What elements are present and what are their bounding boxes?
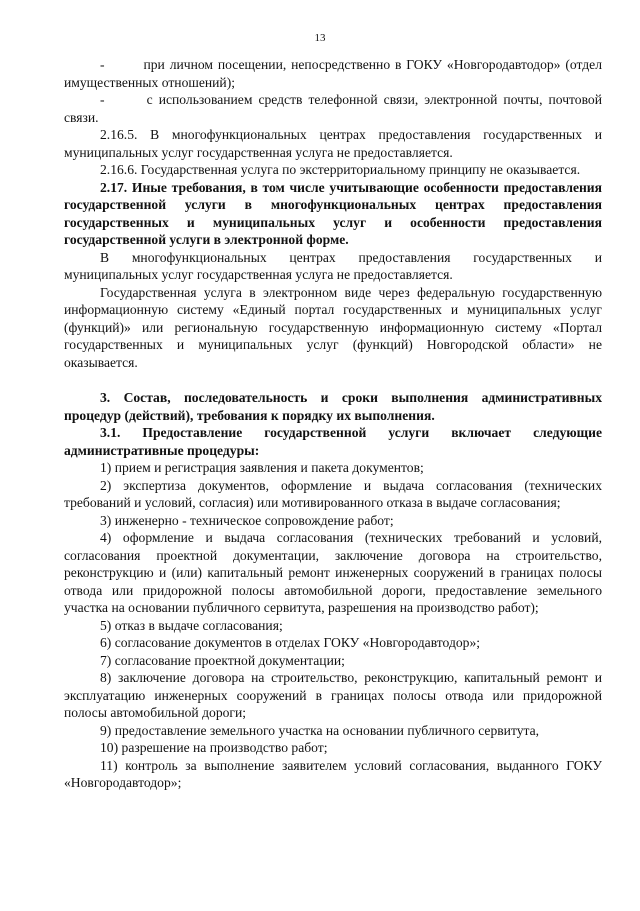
paragraph-2-16-5: 2.16.5. В многофункциональных центрах предоставления государственных и муниципальных услуг государственная услуга не предоставляется.	[64, 127, 602, 160]
document-body	[64, 56, 602, 792]
heading-section-3: 3. Состав, последовательность и сроки выполнения административных процедур (действий), требования к порядку их выполнения.	[64, 390, 602, 423]
page-number: 13	[314, 32, 326, 44]
list-item-6: 6) согласование документов в отделах ГОКУ «Новгородавтодор»;	[100, 635, 481, 650]
list-item-4: 4) оформление и выдача согласования (технических требований и условий, согласования проектной документации, заключение договора на строительство, реконструкцию и (или) капитальный ремонт инженерных сооружений в границах полосы отвода или придорожной полосы автомобильной дороги, предоставление земельного участка на основании публичного сервитута, разрешения на производство работ);	[64, 530, 602, 615]
heading-2-17: 2.17. Иные требования, в том числе учитывающие особенности предоставления государственной услуги в многофункциональных центрах предоставления государственных и муниципальных услуг и особенности предоставления государственной услуги в электронной форме.	[64, 179, 602, 247]
paragraph-electronic: Государственная услуга в электронном виде через федеральную государственную информационную систему «Единый портал государственных и муниципальных услуг (функций)» или региональную государственную информационную систему «Портал государственных и муниципальных услуг (функций) Новгородской области» не оказывается.	[64, 284, 602, 370]
list-item-8: 8) заключение договора на строительство, реконструкцию, капитальный ремонт и эксплуатацию инженерных сооружений в границах полосы отвода или придорожной полосы автомобильной дороги;	[64, 670, 602, 720]
list-item-1: 1) прием и регистрация заявления и пакета документов;	[100, 460, 424, 475]
list-item-2: 2) экспертиза документов, оформление и выдача согласования (технических требований и условий, согласия) или мотивированного отказа в выдаче согласования;	[64, 477, 602, 510]
list-item-5: 5) отказ в выдаче согласования;	[100, 617, 283, 633]
heading-3-1: 3.1. Предоставление государственной услуги включает следующие административные процедуры:	[64, 425, 602, 458]
paragraph-mfc: В многофункциональных центрах предоставления государственных и муниципальных услуг государственная услуга не предоставляется.	[64, 249, 602, 282]
list-item-3: 3) инженерно - техническое сопровождение работ;	[100, 512, 394, 528]
paragraph-bullet-visit: - при личном посещении, непосредственно в ГОКУ «Новгородавтодор» (отдел имущественных отношений);	[64, 57, 602, 90]
paragraph-2-16-6: 2.16.6. Государственная услуга по экстерриториальному принципу не оказывается.	[100, 162, 581, 177]
list-item-10: 10) разрешение на производство работ;	[100, 740, 328, 755]
list-item-9: 9) предоставление земельного участка на основании публичного сервитута,	[100, 722, 540, 738]
list-item-11: 11) контроль за выполнение заявителем условий согласования, выданного ГОКУ «Новгородавтодор»;	[64, 757, 602, 790]
list-item-7: 7) согласование проектной документации;	[100, 652, 345, 668]
paragraph-bullet-phone: - с использованием средств телефонной связи, электронной почты, почтовой связи.	[64, 92, 602, 125]
